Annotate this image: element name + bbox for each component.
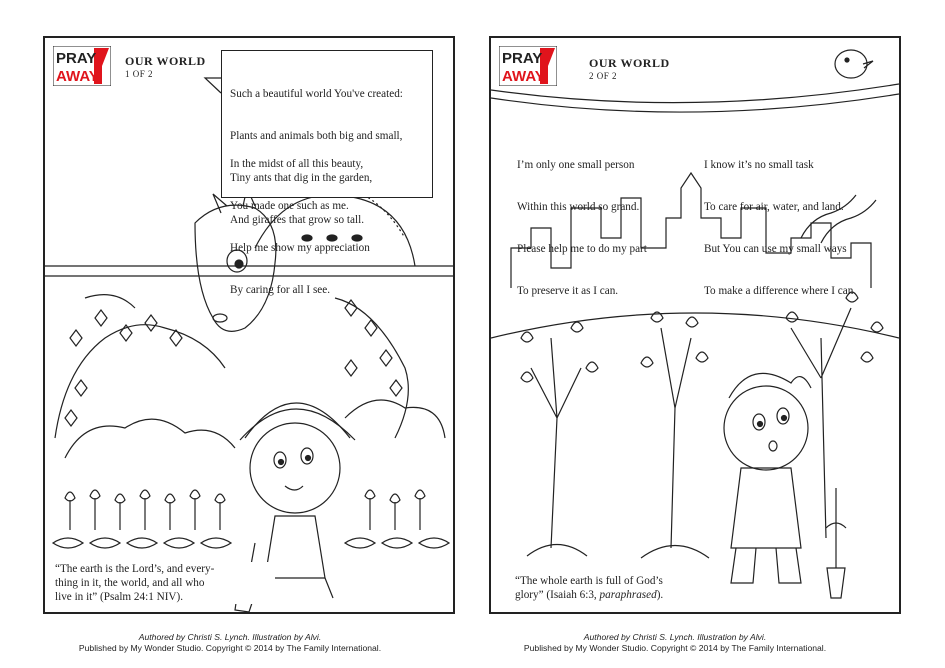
verse-emphasis: paraphrased <box>599 589 657 601</box>
footer-published: Published by My Wonder Studio. Copyright © 2014 by The Family International. <box>78 643 382 653</box>
pray-away-logo <box>499 46 557 86</box>
poem-column-1 <box>517 130 647 326</box>
verse-line: “The earth is the Lord’s, and every- <box>55 563 215 575</box>
footer-page-2 <box>485 632 865 654</box>
poem-line: But You can use my small ways <box>704 243 847 255</box>
logo-text-pray: PRAY <box>56 50 97 67</box>
poem-line: And giraffes that grow so tall. <box>230 214 365 226</box>
poem-line: Plants and animals both big and small, <box>230 130 403 142</box>
coloring-page-2 <box>489 36 901 614</box>
verse-line <box>515 588 715 602</box>
poem-column-2 <box>704 130 856 326</box>
footer-authored: Authored by Christi S. Lynch. Illustration by Alvi. <box>583 632 767 642</box>
verse-line: “The whole earth is full of God’s <box>515 575 663 587</box>
verse-line: live in it” (Psalm 24:1 NIV). <box>55 591 184 603</box>
poem-line: Tiny ants that dig in the garden, <box>230 172 373 184</box>
poem-line: To preserve it as I can. <box>517 285 619 297</box>
page-number: 1 OF 2 <box>125 69 154 79</box>
poem-line: By caring for all I see. <box>230 284 331 296</box>
poem-line: Help me show my appreciation <box>230 242 370 254</box>
poem-line: Please help me to do my part <box>517 243 647 255</box>
bible-verse <box>55 562 275 604</box>
page-title: OUR WORLD <box>589 56 670 70</box>
poem-line: You made one such as me. <box>230 200 349 212</box>
footer-authored: Authored by Christi S. Lynch. Illustration by Alvi. <box>138 632 322 642</box>
bible-verse <box>515 574 715 602</box>
poem-line: Such a beautiful world You've created: <box>230 88 403 100</box>
coloring-page-1 <box>43 36 455 614</box>
footer-published: Published by My Wonder Studio. Copyright © 2014 by The Family International. <box>523 643 827 653</box>
poem-line: I’m only one small person <box>517 159 635 171</box>
logo-text-away: AWAY <box>502 68 545 85</box>
poem-line: I know it’s no small task <box>704 159 814 171</box>
poem-line: In the midst of all this beauty, <box>230 158 364 170</box>
page-title: OUR WORLD <box>125 54 206 68</box>
poem-line: To care for air, water, and land. <box>704 201 844 213</box>
poem-line: Within this world so grand. <box>517 201 640 213</box>
poem-line: To make a difference where I can. <box>704 285 857 297</box>
verse-line: thing in it, the world, and all who <box>55 577 205 589</box>
logo-text-pray: PRAY <box>502 50 543 67</box>
poem-stanza-2 <box>230 129 370 325</box>
verse-text: glory” (Isaiah 6:3, <box>515 589 600 601</box>
poem-box <box>221 50 433 296</box>
page-number: 2 OF 2 <box>589 71 618 81</box>
logo-text-away: AWAY <box>56 68 99 85</box>
pray-away-logo <box>53 46 111 86</box>
verse-text: ). <box>656 589 664 601</box>
footer-page-1 <box>40 632 420 654</box>
